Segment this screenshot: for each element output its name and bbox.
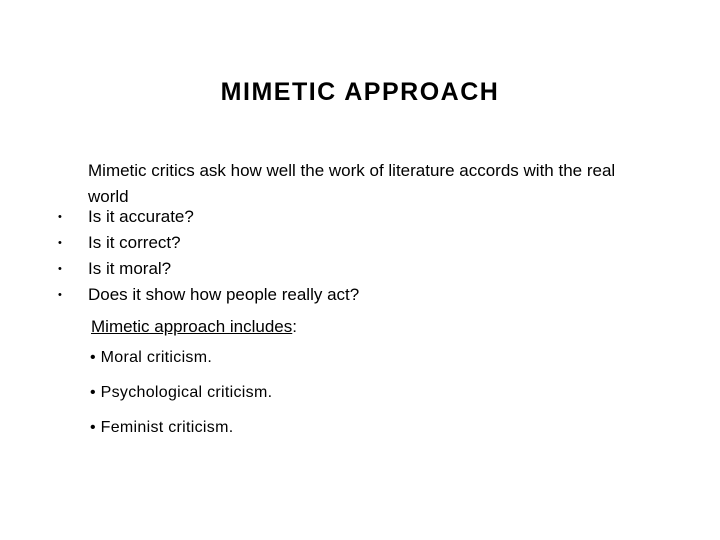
bullet-icon: • <box>58 263 62 275</box>
includes-colon: : <box>292 317 297 336</box>
question-text: Is it moral? <box>88 259 172 278</box>
question-item <box>56 204 359 230</box>
includes-label: Mimetic approach includes <box>91 317 293 336</box>
approach-item: • Psychological criticism. <box>90 384 273 401</box>
includes-heading <box>91 314 297 340</box>
intro-paragraph <box>88 158 668 210</box>
bullet-icon: • <box>58 289 62 301</box>
question-text: Is it correct? <box>88 233 181 252</box>
approaches-list <box>90 345 272 450</box>
question-item <box>56 230 359 256</box>
bullet-icon: • <box>58 211 62 223</box>
approach-item: • Feminist criticism. <box>90 419 234 436</box>
question-text: Is it accurate? <box>88 207 194 226</box>
question-text: Does it show how people really act? <box>88 285 360 304</box>
intro-line-1: Mimetic critics ask how well the work of literature accords with the real <box>88 161 616 180</box>
questions-list <box>56 204 359 308</box>
question-item <box>56 256 359 282</box>
slide-title: MIMETIC APPROACH <box>220 78 500 106</box>
intro-line-2: world <box>88 187 129 206</box>
bullet-icon: • <box>58 237 62 249</box>
question-item <box>56 282 359 308</box>
approach-item: • Moral criticism. <box>90 349 213 366</box>
